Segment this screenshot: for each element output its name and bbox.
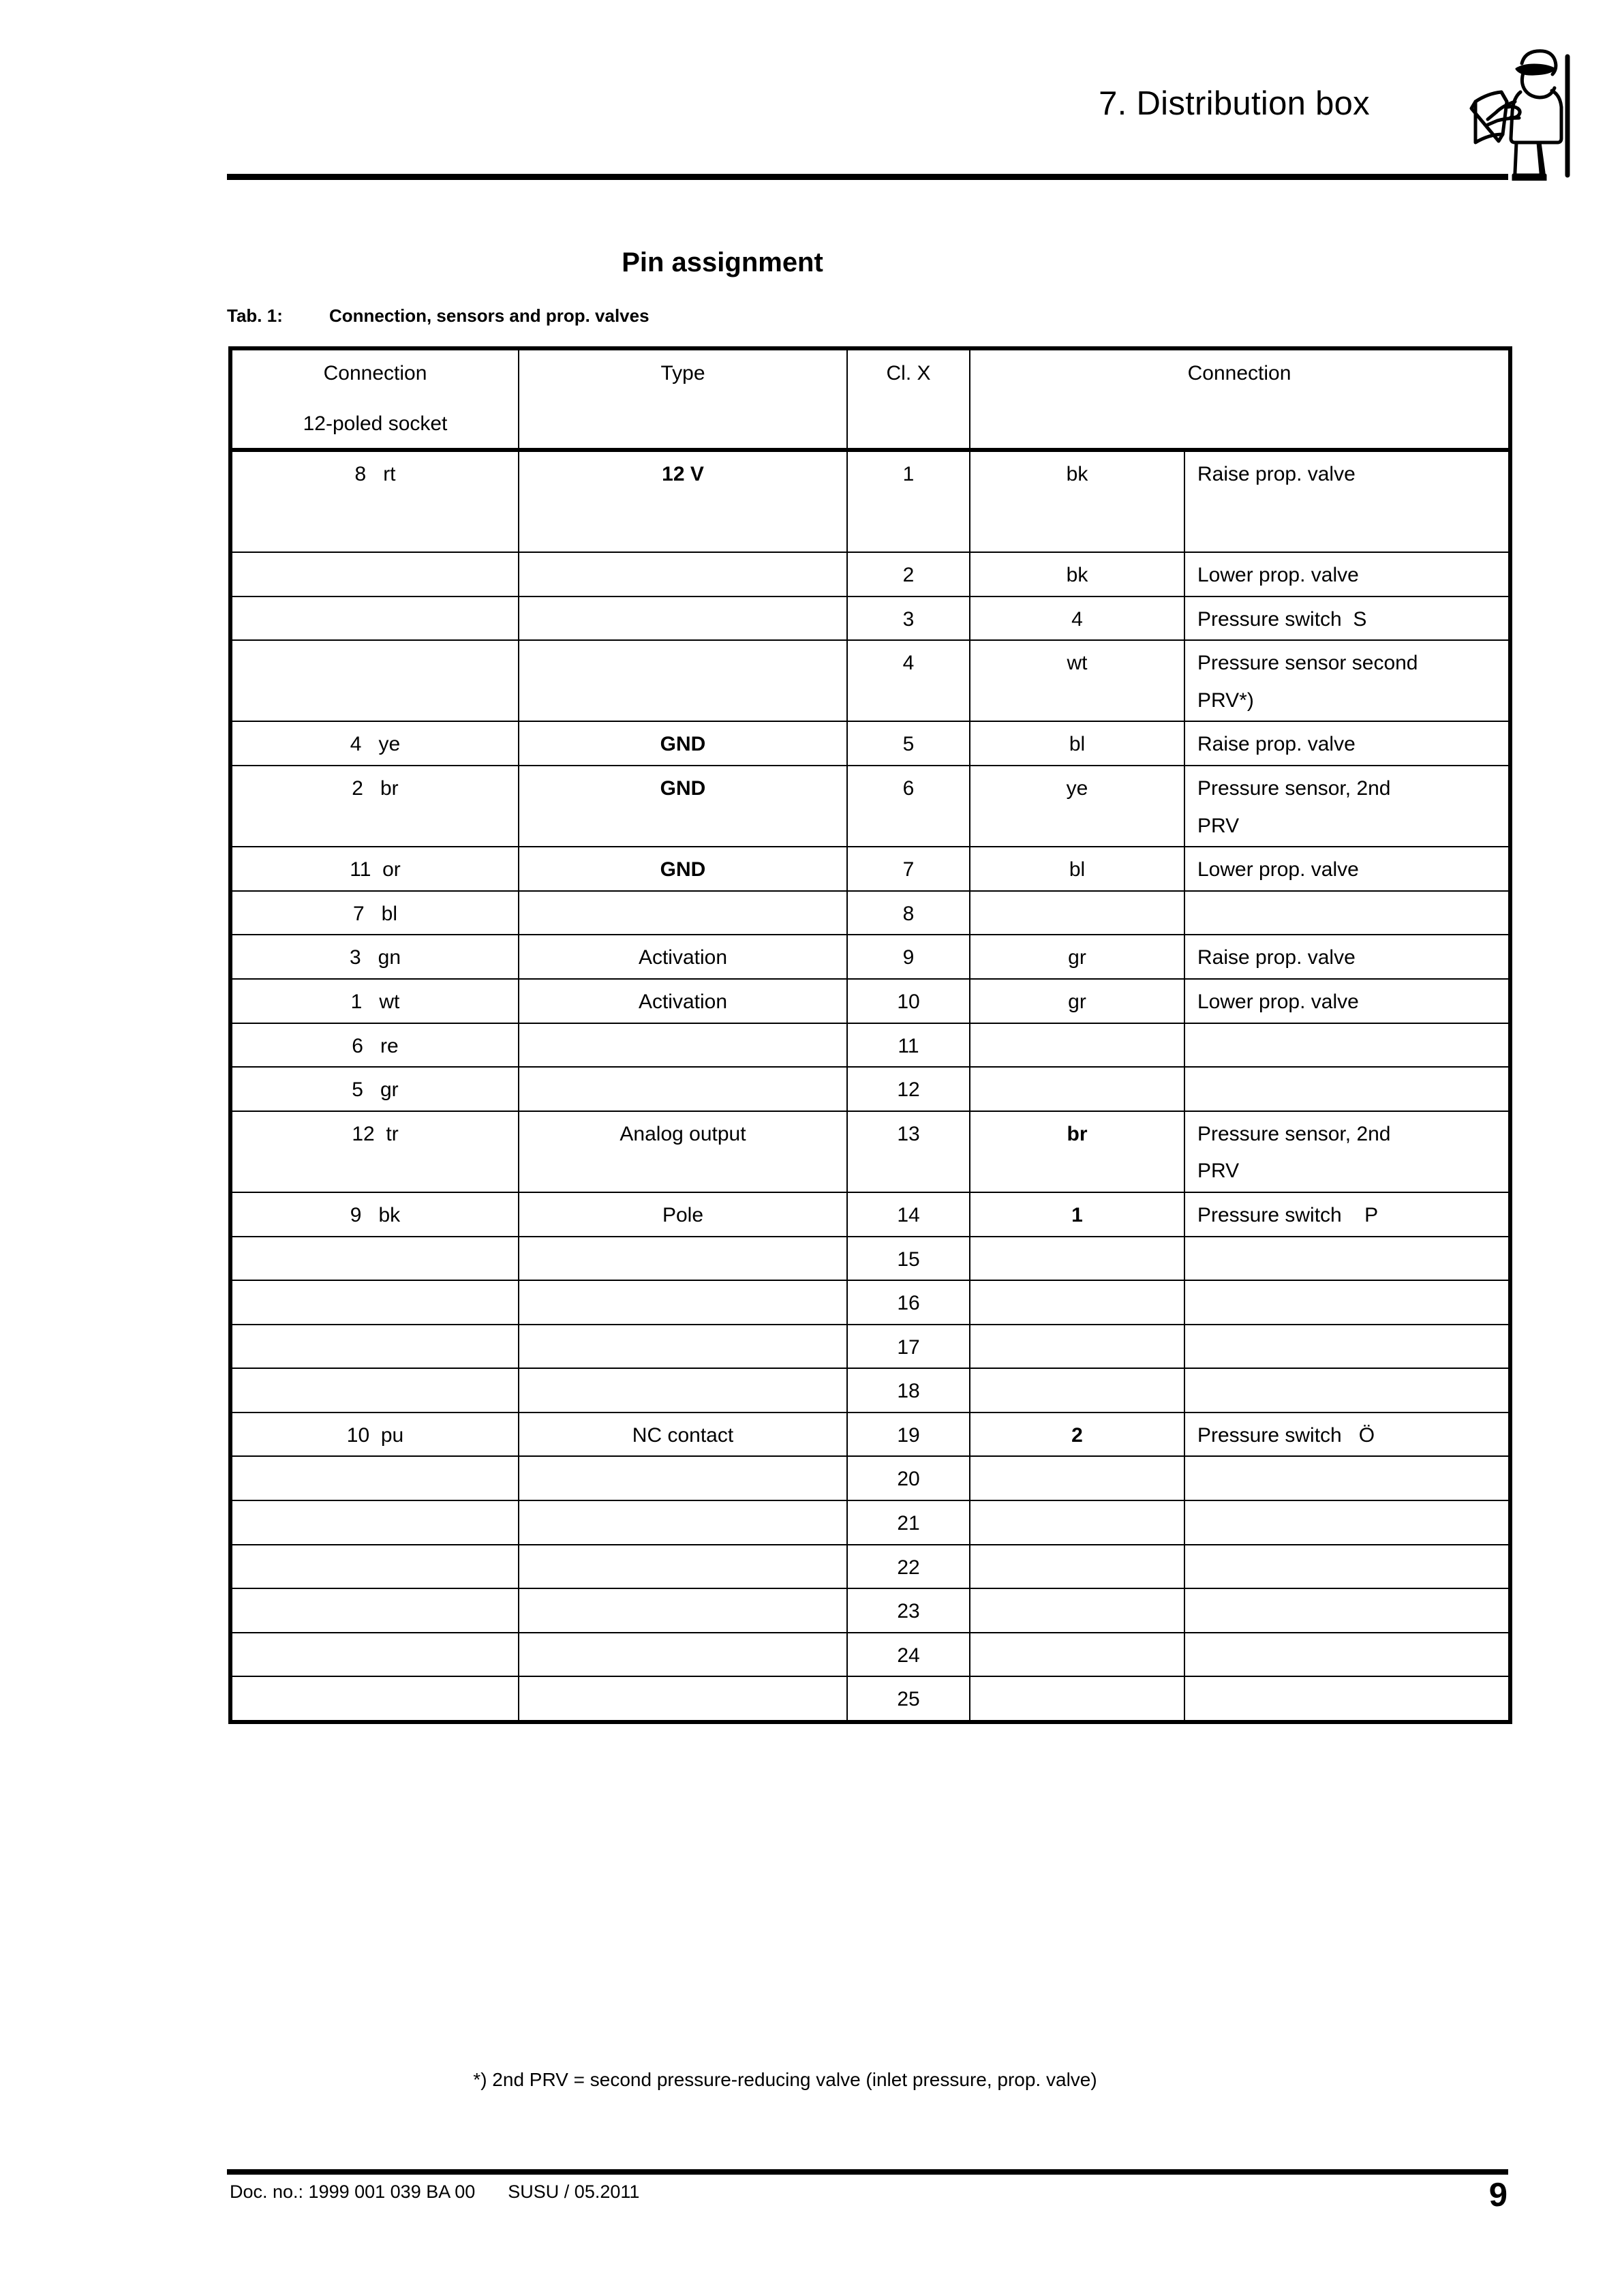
connection-code-value — [970, 1457, 1184, 1470]
connection-pin-number: 10 — [346, 1423, 370, 1447]
connection-pin-number: 3 — [349, 946, 361, 969]
cell-cl-x — [847, 891, 970, 935]
cell-type — [519, 1676, 847, 1722]
table-row — [230, 552, 1510, 596]
type-value — [519, 1369, 846, 1383]
connection-code-value — [970, 1677, 1184, 1691]
header-spacer — [970, 385, 1508, 448]
table-row — [230, 1192, 1510, 1237]
cell-connection-description — [1184, 1192, 1510, 1237]
cell-connection-description — [1184, 1545, 1510, 1589]
cl-x-value: 5 — [902, 733, 915, 756]
table-row — [230, 1023, 1510, 1068]
cell-connection-socket — [230, 596, 519, 641]
cell-connection-code — [970, 1676, 1184, 1722]
table-row — [230, 596, 1510, 641]
type-value — [519, 1237, 846, 1251]
type-value — [519, 1457, 846, 1470]
type-value: NC contact — [632, 1423, 734, 1447]
cell-connection-code — [970, 1280, 1184, 1325]
description-line-1: Pressure sensor, 2nd — [1197, 1122, 1391, 1145]
connection-code-value — [970, 1281, 1184, 1295]
cell-connection-socket — [230, 847, 519, 891]
type-value — [519, 1589, 846, 1603]
cell-connection-description — [1184, 1280, 1510, 1325]
cell-connection-description — [1184, 1500, 1510, 1545]
connection-code-value: bl — [1069, 733, 1086, 756]
description-line-1: Raise prop. valve — [1197, 733, 1356, 756]
table-row — [230, 721, 1510, 766]
cl-x-value: 10 — [897, 990, 920, 1013]
type-value — [519, 597, 846, 611]
cell-connection-description — [1184, 450, 1510, 552]
type-value: Activation — [638, 946, 728, 969]
cell-cl-x — [847, 1280, 970, 1325]
cell-connection-code — [970, 1545, 1184, 1589]
type-value: Pole — [662, 1203, 704, 1226]
footer-doc-number: Doc. no.: 1999 001 039 BA 00 — [230, 2181, 476, 2202]
header-spacer — [848, 385, 969, 448]
table-row — [230, 1588, 1510, 1633]
cell-type — [519, 1633, 847, 1677]
cell-cl-x — [847, 721, 970, 766]
cell-cl-x — [847, 1633, 970, 1677]
cell-connection-socket — [230, 1633, 519, 1677]
table-caption — [227, 305, 649, 327]
cell-connection-code — [970, 979, 1184, 1023]
cell-connection-description — [1184, 721, 1510, 766]
table-row — [230, 640, 1510, 721]
cell-cl-x — [847, 640, 970, 721]
description-line-2: PRV — [1197, 1160, 1240, 1183]
cell-type — [519, 1588, 847, 1633]
cl-x-value: 9 — [902, 946, 915, 969]
connection-wire-code: bk — [378, 1203, 401, 1226]
connection-pin-number: 11 — [350, 858, 371, 881]
cell-connection-socket — [230, 1067, 519, 1111]
connection-wire-code: tr — [386, 1122, 399, 1145]
cell-connection-socket — [230, 1413, 519, 1457]
cl-x-value: 7 — [902, 858, 915, 881]
cell-connection-socket — [230, 935, 519, 979]
connection-wire-code: wt — [379, 990, 400, 1013]
connection-wire-code: rt — [383, 463, 396, 485]
cell-connection-socket — [230, 891, 519, 935]
type-value — [519, 641, 846, 654]
cl-x-value: 23 — [897, 1600, 920, 1623]
header-spacer — [519, 385, 846, 448]
connection-pin-number: 7 — [352, 902, 365, 925]
type-value: GND — [660, 776, 706, 800]
cell-connection-socket — [230, 1588, 519, 1633]
cell-cl-x — [847, 1368, 970, 1413]
cell-connection-code — [970, 450, 1184, 552]
cl-x-value: 21 — [897, 1512, 920, 1535]
cl-x-value: 4 — [902, 652, 915, 675]
type-value — [519, 1501, 846, 1515]
cell-connection-description — [1184, 979, 1510, 1023]
cell-connection-description — [1184, 1368, 1510, 1413]
cell-connection-code — [970, 1192, 1184, 1237]
cl-x-value: 11 — [898, 1034, 919, 1057]
description-line-1: Pressure switch Ö — [1197, 1423, 1375, 1447]
connection-code-value — [970, 892, 1184, 905]
cell-cl-x — [847, 596, 970, 641]
header-divider — [227, 174, 1508, 180]
cell-connection-code — [970, 1588, 1184, 1633]
connection-code-value — [970, 1501, 1184, 1515]
connection-code-value — [970, 1068, 1184, 1081]
table-row — [230, 1633, 1510, 1677]
table-row — [230, 450, 1510, 552]
cl-x-value: 20 — [897, 1468, 920, 1491]
connection-code-value: gr — [1068, 990, 1086, 1013]
connection-code-value — [970, 1545, 1184, 1559]
type-value — [519, 1633, 846, 1647]
table-header-row — [230, 348, 1510, 450]
pin-assignment-table — [228, 346, 1512, 1724]
cell-connection-code — [970, 1456, 1184, 1500]
table-row — [230, 847, 1510, 891]
description-line-1: Pressure sensor second — [1197, 652, 1418, 675]
connection-code-value: bk — [1066, 564, 1088, 586]
connection-pin-number: 6 — [352, 1034, 363, 1057]
connection-code-value: wt — [1067, 652, 1088, 675]
table-row — [230, 1280, 1510, 1325]
cell-connection-socket — [230, 1676, 519, 1722]
cl-x-value: 15 — [897, 1248, 920, 1271]
header-socket-label: 12-poled socket — [303, 412, 448, 435]
cell-connection-socket — [230, 1192, 519, 1237]
cell-connection-description — [1184, 1456, 1510, 1500]
cell-connection-code — [970, 1633, 1184, 1677]
type-value — [519, 1068, 846, 1081]
cell-type — [519, 552, 847, 596]
table-row — [230, 1545, 1510, 1589]
footer-revision: SUSU / 05.2011 — [508, 2181, 640, 2202]
cell-cl-x — [847, 1413, 970, 1457]
header-type-label: Type — [660, 362, 705, 384]
table-row — [230, 935, 1510, 979]
cell-connection-description — [1184, 1676, 1510, 1722]
page-header — [0, 0, 1622, 205]
cell-type — [519, 1192, 847, 1237]
cell-type — [519, 640, 847, 721]
type-value — [519, 892, 846, 905]
cl-x-value: 17 — [897, 1335, 920, 1359]
connection-pin-number: 2 — [352, 776, 363, 800]
connection-pin-number: 9 — [350, 1203, 362, 1226]
cell-connection-description — [1184, 1237, 1510, 1281]
connection-wire-code: pu — [380, 1423, 404, 1447]
cell-connection-socket — [230, 450, 519, 552]
header-connection-right — [970, 348, 1510, 450]
type-value: Activation — [638, 990, 728, 1013]
cell-connection-code — [970, 721, 1184, 766]
header-type — [519, 348, 847, 450]
table-row — [230, 1500, 1510, 1545]
header-connection-right-label: Connection — [1187, 362, 1291, 384]
cell-type — [519, 1237, 847, 1281]
connection-code-value — [970, 1237, 1184, 1251]
cell-connection-code — [970, 1023, 1184, 1068]
table-row — [230, 1237, 1510, 1281]
cell-connection-socket — [230, 1500, 519, 1545]
type-value — [519, 1325, 846, 1339]
connection-code-value: 1 — [1071, 1203, 1083, 1226]
cell-connection-description — [1184, 1413, 1510, 1457]
cell-connection-description — [1184, 640, 1510, 721]
cell-connection-socket — [230, 640, 519, 721]
type-value — [519, 1677, 846, 1691]
connection-code-value: gr — [1068, 946, 1086, 969]
description-line-1: Lower prop. valve — [1197, 990, 1359, 1013]
cell-connection-description — [1184, 1111, 1510, 1192]
cell-connection-description — [1184, 1633, 1510, 1677]
cl-x-value: 22 — [897, 1556, 920, 1579]
connection-wire-code: or — [382, 858, 401, 881]
table-caption-label: Tab. 1: — [227, 305, 283, 326]
table-row — [230, 1413, 1510, 1457]
connection-code-value: br — [1067, 1122, 1088, 1145]
cell-cl-x — [847, 1545, 970, 1589]
cl-x-value: 2 — [902, 564, 915, 586]
header-cl-x — [847, 348, 970, 450]
description-line-1: Pressure switch S — [1197, 607, 1367, 631]
table-row — [230, 979, 1510, 1023]
table-row — [230, 1111, 1510, 1192]
cell-connection-code — [970, 847, 1184, 891]
cl-x-value: 13 — [897, 1122, 920, 1145]
cell-connection-description — [1184, 1067, 1510, 1111]
cell-cl-x — [847, 1456, 970, 1500]
cell-connection-description — [1184, 891, 1510, 935]
cell-connection-code — [970, 552, 1184, 596]
connection-code-value: 4 — [1071, 607, 1083, 631]
cell-connection-description — [1184, 1588, 1510, 1633]
cell-connection-socket — [230, 552, 519, 596]
connection-code-value: ye — [1066, 776, 1088, 800]
cell-type — [519, 450, 847, 552]
table-row — [230, 1456, 1510, 1500]
cell-connection-socket — [230, 1280, 519, 1325]
cell-connection-code — [970, 935, 1184, 979]
cell-connection-description — [1184, 552, 1510, 596]
cl-x-value: 1 — [902, 463, 915, 485]
cell-connection-description — [1184, 935, 1510, 979]
cell-connection-socket — [230, 1023, 519, 1068]
connection-code-value — [970, 1325, 1184, 1339]
cell-type — [519, 721, 847, 766]
cell-connection-code — [970, 1067, 1184, 1111]
connection-pin-number: 12 — [352, 1122, 375, 1145]
cell-cl-x — [847, 1500, 970, 1545]
cell-type — [519, 766, 847, 847]
description-line-2: PRV*) — [1197, 689, 1254, 712]
cell-type — [519, 1413, 847, 1457]
cell-cl-x — [847, 979, 970, 1023]
footer-document-info — [230, 2181, 639, 2203]
cell-type — [519, 891, 847, 935]
type-value: Analog output — [619, 1122, 746, 1145]
cell-type — [519, 1023, 847, 1068]
cell-type — [519, 847, 847, 891]
description-line-1: Lower prop. valve — [1197, 858, 1359, 881]
footer-divider — [227, 2169, 1508, 2175]
cell-connection-description — [1184, 847, 1510, 891]
cell-type — [519, 979, 847, 1023]
cell-cl-x — [847, 1588, 970, 1633]
connection-code-value: 2 — [1071, 1423, 1083, 1447]
header-cl-x-label: Cl. X — [886, 362, 931, 384]
connection-code-value — [970, 1589, 1184, 1603]
type-value — [519, 553, 846, 567]
table-row — [230, 1067, 1510, 1111]
cell-connection-socket — [230, 1325, 519, 1369]
page-number: 9 — [1488, 2177, 1508, 2214]
type-value: GND — [660, 858, 706, 881]
description-line-1: Pressure sensor, 2nd — [1197, 776, 1391, 800]
cell-connection-socket — [230, 979, 519, 1023]
connection-code-value: bl — [1069, 858, 1086, 881]
cell-cl-x — [847, 450, 970, 552]
table-caption-text: Connection, sensors and prop. valves — [329, 305, 649, 326]
cell-type — [519, 935, 847, 979]
cell-connection-code — [970, 1500, 1184, 1545]
cell-connection-description — [1184, 766, 1510, 847]
description-line-2: PRV — [1197, 814, 1240, 837]
type-value — [519, 1281, 846, 1295]
connection-pin-number: 1 — [350, 990, 363, 1013]
description-line-1: Pressure switch P — [1197, 1203, 1379, 1226]
cell-connection-code — [970, 596, 1184, 641]
cell-cl-x — [847, 1192, 970, 1237]
cell-connection-code — [970, 1368, 1184, 1413]
cell-connection-socket — [230, 1456, 519, 1500]
cell-connection-description — [1184, 596, 1510, 641]
cell-connection-socket — [230, 1368, 519, 1413]
table-row — [230, 1676, 1510, 1722]
cell-type — [519, 1368, 847, 1413]
connection-wire-code: br — [380, 776, 399, 800]
header-connection-label: Connection — [323, 362, 427, 384]
description-line-1: Raise prop. valve — [1197, 463, 1356, 485]
cl-x-value: 12 — [897, 1078, 920, 1102]
cell-type — [519, 1456, 847, 1500]
connection-code-value: bk — [1066, 463, 1088, 485]
cl-x-value: 19 — [897, 1423, 920, 1447]
section-title: Pin assignment — [622, 247, 823, 277]
cell-connection-code — [970, 640, 1184, 721]
cell-cl-x — [847, 1067, 970, 1111]
cell-connection-socket — [230, 1111, 519, 1192]
cell-connection-code — [970, 1237, 1184, 1281]
type-value — [519, 1024, 846, 1038]
person-reading-manual-icon — [1469, 31, 1598, 181]
cell-cl-x — [847, 1676, 970, 1722]
table-row — [230, 1325, 1510, 1369]
cl-x-value: 14 — [897, 1203, 920, 1226]
connection-code-value — [970, 1024, 1184, 1038]
cl-x-value: 16 — [897, 1292, 920, 1315]
header-connection-socket — [230, 348, 519, 450]
cell-connection-socket — [230, 1545, 519, 1589]
table-row — [230, 766, 1510, 847]
type-value: 12 V — [662, 463, 704, 485]
connection-wire-code: gn — [378, 946, 401, 969]
cell-cl-x — [847, 935, 970, 979]
cl-x-value: 8 — [902, 902, 915, 925]
connection-pin-number: 4 — [350, 733, 362, 756]
type-value — [519, 1545, 846, 1559]
cell-type — [519, 1500, 847, 1545]
description-line-1: Raise prop. valve — [1197, 946, 1356, 969]
connection-code-value — [970, 1369, 1184, 1383]
cell-cl-x — [847, 1111, 970, 1192]
cell-connection-description — [1184, 1325, 1510, 1369]
connection-pin-number: 8 — [354, 463, 367, 485]
connection-wire-code: gr — [380, 1078, 399, 1102]
cell-type — [519, 1325, 847, 1369]
cl-x-value: 3 — [902, 607, 915, 631]
cell-type — [519, 1067, 847, 1111]
cell-cl-x — [847, 552, 970, 596]
cell-type — [519, 1545, 847, 1589]
connection-pin-number: 5 — [352, 1078, 363, 1102]
cl-x-value: 6 — [902, 776, 915, 800]
description-line-1: Lower prop. valve — [1197, 564, 1359, 586]
cell-type — [519, 596, 847, 641]
cell-connection-socket — [230, 1237, 519, 1281]
cell-type — [519, 1280, 847, 1325]
cell-connection-code — [970, 766, 1184, 847]
cell-cl-x — [847, 1023, 970, 1068]
table-row — [230, 891, 1510, 935]
connection-wire-code: ye — [378, 733, 401, 756]
cell-type — [519, 1111, 847, 1192]
connection-wire-code: re — [380, 1034, 399, 1057]
cell-connection-code — [970, 1111, 1184, 1192]
cell-connection-socket — [230, 721, 519, 766]
cell-connection-code — [970, 1325, 1184, 1369]
cl-x-value: 25 — [897, 1688, 920, 1711]
cell-cl-x — [847, 766, 970, 847]
cell-connection-code — [970, 891, 1184, 935]
cell-connection-code — [970, 1413, 1184, 1457]
table-row — [230, 1368, 1510, 1413]
cell-cl-x — [847, 847, 970, 891]
footnote: *) 2nd PRV = second pressure-reducing valve (inlet pressure, prop. valve) — [473, 2069, 1097, 2090]
connection-wire-code: bl — [381, 902, 398, 925]
cell-cl-x — [847, 1325, 970, 1369]
cell-connection-socket — [230, 766, 519, 847]
page-title: 7. Distribution box — [1099, 85, 1370, 122]
cell-cl-x — [847, 1237, 970, 1281]
cell-connection-description — [1184, 1023, 1510, 1068]
cl-x-value: 18 — [897, 1380, 920, 1403]
type-value: GND — [660, 733, 706, 756]
cl-x-value: 24 — [897, 1644, 920, 1667]
connection-code-value — [970, 1633, 1184, 1647]
